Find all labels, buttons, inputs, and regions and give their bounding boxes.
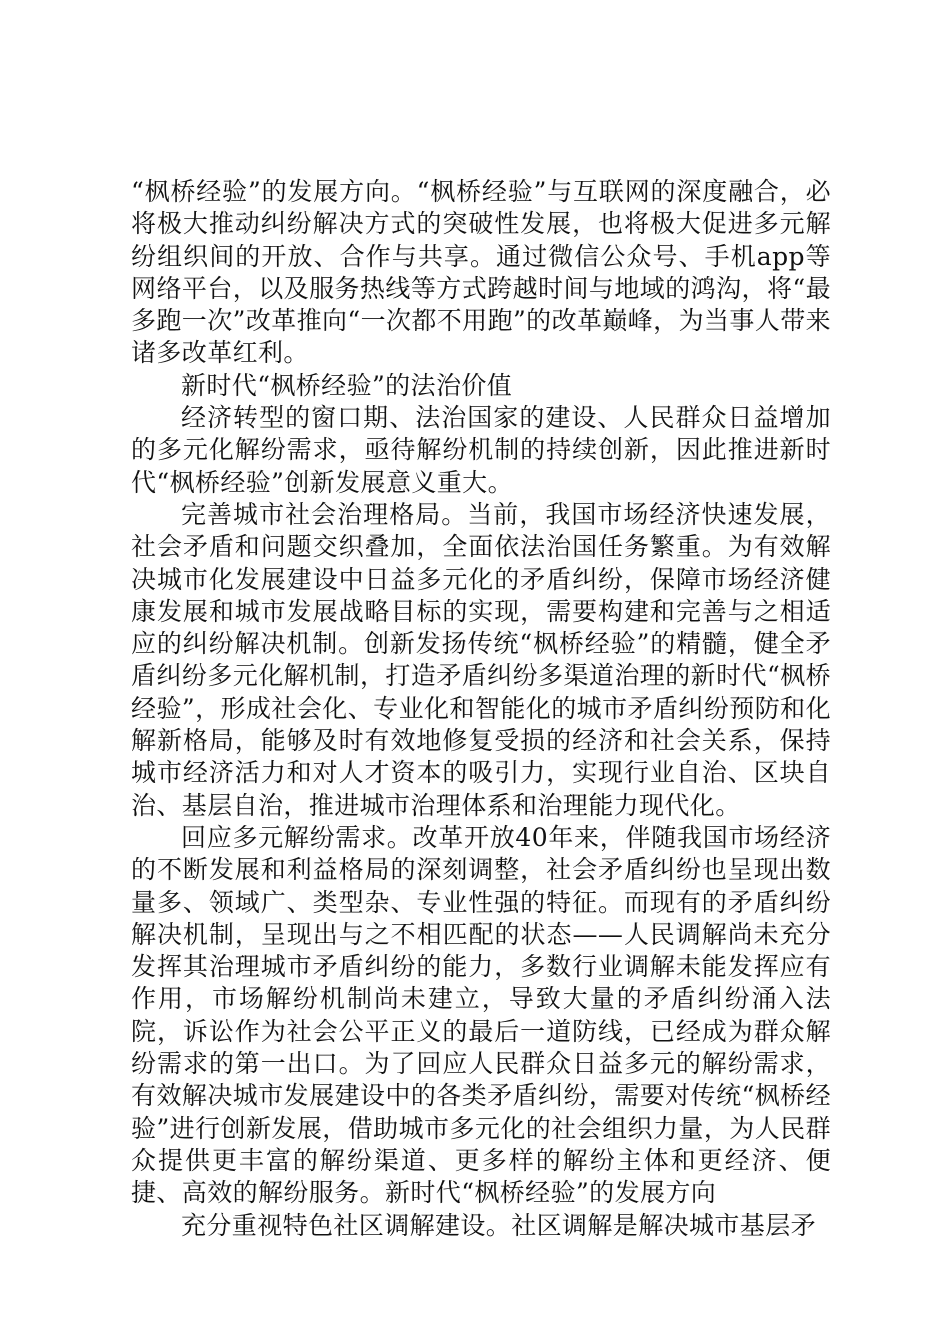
paragraph-urban-governance: 完善城市社会治理格局。当前，我国市场经济快速发展，社会矛盾和问题交织叠加，全面依法治国任务繁重。为有效解决城市化发展建设中日益多元化的矛盾纠纷，保障市场经济健康发展和城市发展战略目标的实现，需要构建和完善与之相适应的纠纷解决机制。创新发扬传统“枫桥经验”的精髓，健全矛盾纠纷多元化解机制，打造矛盾纠纷多渠道治理的新时代“枫桥经验”，形成社会化、专业化和智能化的城市矛盾纠纷预防和化解新格局，能够及时有效地修复受损的经济和社会关系，保持城市经济活力和对人才资本的吸引力，实现行业自治、区块自治、基层自治，推进城市治理体系和治理能力现代化。 bbox=[131, 499, 831, 820]
document-body bbox=[131, 176, 831, 1242]
section-heading-legal-value: 新时代“枫桥经验”的法治价值 bbox=[181, 370, 513, 400]
paragraph-significance: 经济转型的窗口期、法治国家的建设、人民群众日益增加的多元化解纷需求，亟待解纷机制的持续创新，因此推进新时代“枫桥经验”创新发展意义重大。 bbox=[131, 403, 831, 497]
paragraph-dispute-demand: 回应多元解纷需求。改革开放40年来，伴随我国市场经济的不断发展和利益格局的深刻调整，社会矛盾纠纷也呈现出数量多、领域广、类型杂、专业性强的特征。而现有的矛盾纠纷解决机制，呈现出与之不相匹配的状态——人民调解尚未充分发挥其治理城市矛盾纠纷的能力，多数行业调解未能发挥应有作用，市场解纷机制尚未建立，导致大量的矛盾纠纷涌入法院，诉讼作为社会公平正义的最后一道防线，已经成为群众解纷需求的第一出口。为了回应人民群众日益多元的解纷需求，有效解决城市发展建设中的各类矛盾纠纷，需要对传统“枫桥经验”进行创新发展，借助城市多元化的社会组织力量，为人民群众提供更丰富的解纷渠道、更多样的解纷主体和更经济、便捷、高效的解纷服务。新时代“枫桥经验”的发展方向 bbox=[131, 822, 831, 1208]
paragraph-intro-direction: “枫桥经验”的发展方向。“枫桥经验”与互联网的深度融合，必将极大推动纠纷解决方式的突破性发展，也将极大促进多元解纷组织间的开放、合作与共享。通过微信公众号、手机app等网络平台，以及服务热线等方式跨越时间与地域的鸿沟，将“最多跑一次”改革推向“一次都不用跑”的改革巅峰，为当事人带来诸多改革红利。 bbox=[131, 177, 831, 368]
paragraph-community-mediation: 充分重视特色社区调解建设。社区调解是解决城市基层矛 bbox=[181, 1210, 817, 1240]
